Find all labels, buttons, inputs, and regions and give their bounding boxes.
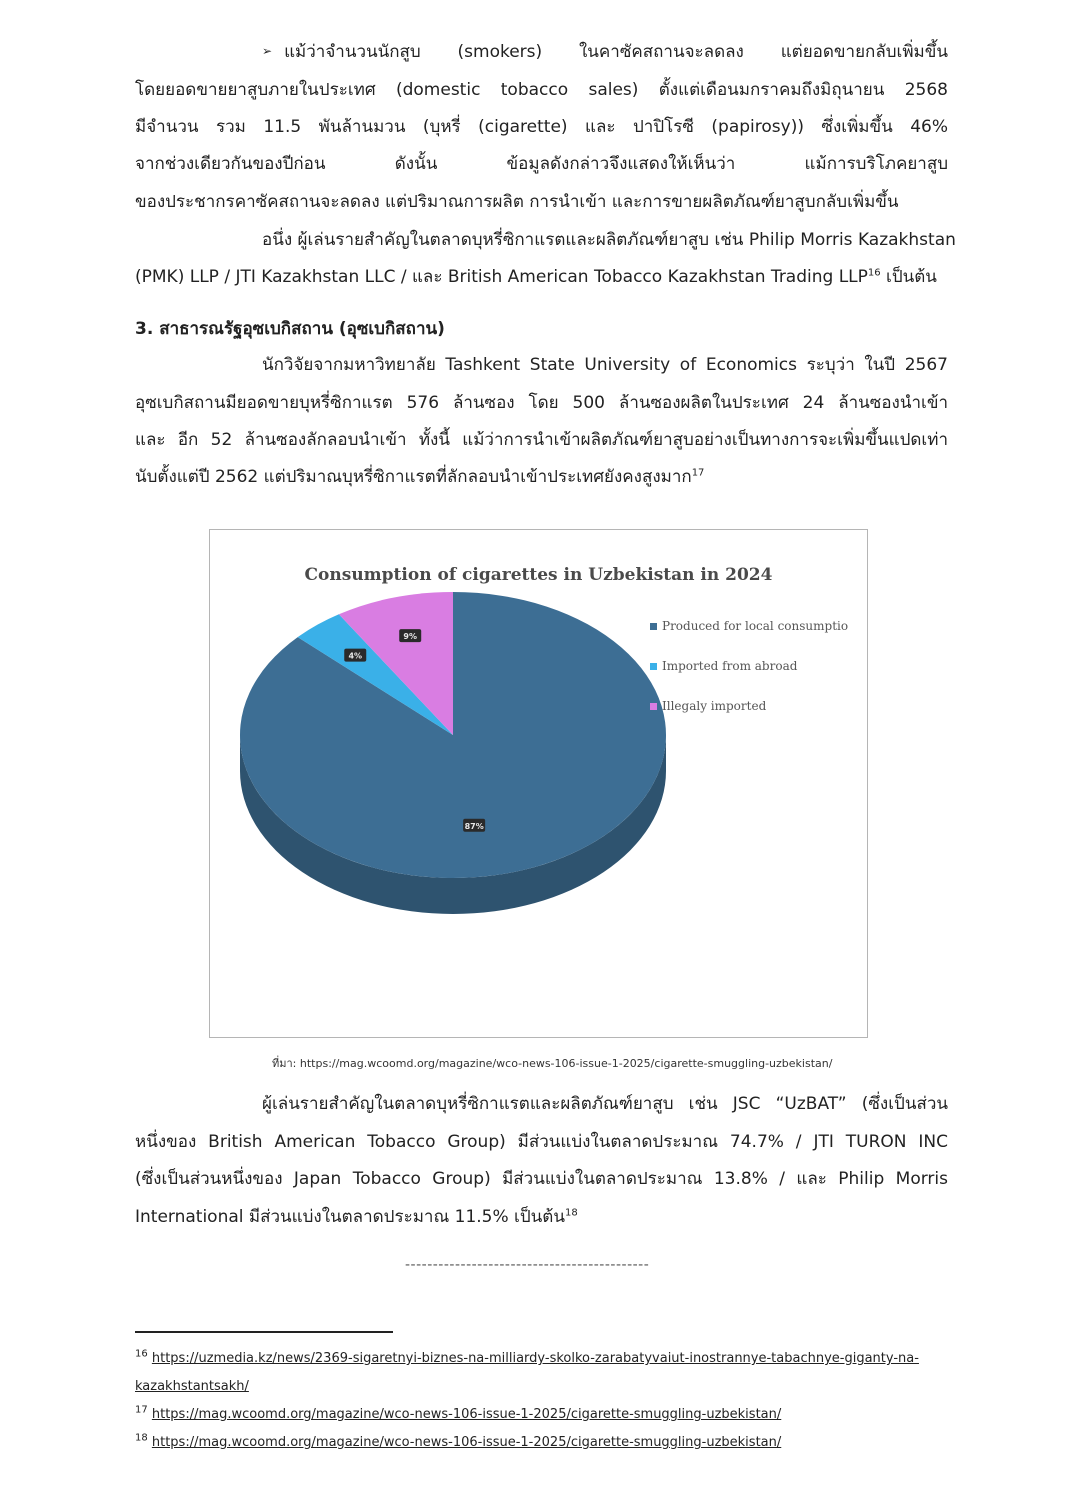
paragraph-line: (PMK) LLP / JTI Kazakhstan LLC / และ British American Tobacco Kazakhstan Trading LLP$^{16}$ เป็นต้น — [135, 267, 937, 287]
legend-swatch — [650, 663, 657, 670]
footnote-ref[interactable]: 16 — [867, 267, 881, 279]
paragraph-line: อุซเบกิสถานมียอดขายบุหรี่ซิกาแรต 576 ล้านซอง โดย 500 ล้านซองผลิตในประเทศ 24 ล้านซองนำเข้า — [135, 393, 948, 413]
paragraph-line: อนึ่ง ผู้เล่นรายสำคัญในตลาดบุหรี่ซิกาแรตและผลิตภัณฑ์ยาสูบ เช่น Philip Morris Kazakhstan — [262, 230, 956, 250]
footnote-continuation — [135, 1378, 249, 1396]
pie-chart-svg — [210, 530, 869, 1039]
section-separator: -------------------------------------------- — [405, 1257, 650, 1273]
section-heading: 3. สาธารณรัฐอุซเบกิสถาน (อุซเบกิสถาน) — [135, 319, 445, 339]
footnote-link[interactable]: https://mag.wcoomd.org/magazine/wco-news-106-issue-1-2025/cigarette-smuggling-uzbekistan/ — [151, 1435, 782, 1450]
legend-swatch — [650, 623, 657, 630]
paragraph-line: ผู้เล่นรายสำคัญในตลาดบุหรี่ซิกาแรตและผลิตภัณฑ์ยาสูบ เช่น JSC “UzBAT” (ซึ่งเป็นส่วน — [262, 1094, 948, 1114]
footnote-ref[interactable]: 18 — [564, 1207, 578, 1219]
paragraph-line: โดยยอดขายยาสูบภายในประเทศ (domestic tobacco sales) ตั้งแต่เดือนมกราคมถึงมิถุนายน 2568 — [135, 80, 948, 100]
paragraph-line: (ซึ่งเป็นส่วนหนึ่งของ Japan Tobacco Group) มีส่วนแบ่งในตลาดประมาณ 13.8% / และ Philip Morris — [135, 1169, 948, 1189]
footnote-link[interactable]: https://uzmedia.kz/news/2369-sigaretnyi-biznes-na-milliardy-skolko-zarabatyvaiut-inostrannye-tabachnye-giganty-na- — [151, 1351, 919, 1366]
data-label: 87% — [464, 821, 484, 831]
footnote: $^{18}$ https://mag.wcoomd.org/magazine/wco-news-106-issue-1-2025/cigarette-smuggling-uzbekistan/ — [135, 1432, 782, 1450]
chart-title: Consumption of cigarettes in Uzbekistan in 2024 — [304, 565, 773, 585]
legend-swatch — [650, 703, 657, 710]
paragraph-line: ของประชากรคาซัคสถานจะลดลง แต่ปริมาณการผลิต การนำเข้า และการขายผลิตภัณฑ์ยาสูบกลับเพิ่มขึ้น — [135, 192, 899, 212]
paragraph-line: และ อีก 52 ล้านซองลักลอบนำเข้า ทั้งนี้ แม้ว่าการนำเข้าผลิตภัณฑ์ยาสูบอย่างเป็นทางการจะเพิ่มขึ้นแปดเท่า — [135, 430, 948, 450]
data-label: 4% — [348, 651, 363, 661]
footnote: $^{17}$ https://mag.wcoomd.org/magazine/wco-news-106-issue-1-2025/cigarette-smuggling-uzbekistan/ — [135, 1404, 782, 1422]
legend-label: Produced for local consumptio — [662, 619, 849, 633]
data-label: 9% — [403, 632, 418, 642]
paragraph-line: นักวิจัยจากมหาวิทยาลัย Tashkent State University of Economics ระบุว่า ในปี 2567 — [262, 355, 948, 375]
paragraph-line: International มีส่วนแบ่งในตลาดประมาณ 11.5% เป็นต้น$^{18}$ — [135, 1207, 578, 1227]
legend-label: Imported from abroad — [662, 659, 798, 673]
bullet-arrow-icon: ➢ — [262, 44, 273, 58]
footnote-divider — [135, 1331, 393, 1333]
paragraph-line: ➢ แม้ว่าจำนวนนักสูบ (smokers) ในคาซัคสถานจะลดลง แต่ยอดขายกลับเพิ่มขึ้น — [262, 42, 948, 62]
footnote-link[interactable]: kazakhstantsakh/ — [135, 1379, 249, 1394]
paragraph-line: มีจำนวน รวม 11.5 พันล้านมวน (บุหรี่ (cigarette) และ ปาปิโรซี (papirosy)) ซึ่งเพิ่มขึ้น 46% — [135, 117, 948, 137]
paragraph-line: จากช่วงเดียวกันของปีก่อน ดังนั้น ข้อมูลดังกล่าวจึงแสดงให้เห็นว่า แม้การบริโภคยาสูบ — [135, 154, 948, 174]
paragraph-line: นับตั้งแต่ปี 2562 แต่ปริมาณบุหรี่ซิกาแรตที่ลักลอบนำเข้าประเทศยังคงสูงมาก$^{17}$ — [135, 467, 705, 487]
chart-source: ที่มา: https://mag.wcoomd.org/magazine/wco-news-106-issue-1-2025/cigarette-smuggling-uzbekistan/ — [272, 1057, 833, 1070]
footnote-ref[interactable]: 17 — [691, 467, 705, 479]
footnote: $^{16}$ https://uzmedia.kz/news/2369-sigaretnyi-biznes-na-milliardy-skolko-zarabatyvaiut-inostrannye-tabachnye-giganty-na- — [135, 1348, 919, 1366]
footnote-link[interactable]: https://mag.wcoomd.org/magazine/wco-news-106-issue-1-2025/cigarette-smuggling-uzbekistan/ — [151, 1407, 782, 1422]
paragraph-line: หนึ่งของ British American Tobacco Group) มีส่วนแบ่งในตลาดประมาณ 74.7% / JTI TURON INC — [135, 1132, 948, 1152]
pie-chart — [209, 529, 868, 1038]
legend-label: Illegaly imported — [662, 699, 767, 713]
